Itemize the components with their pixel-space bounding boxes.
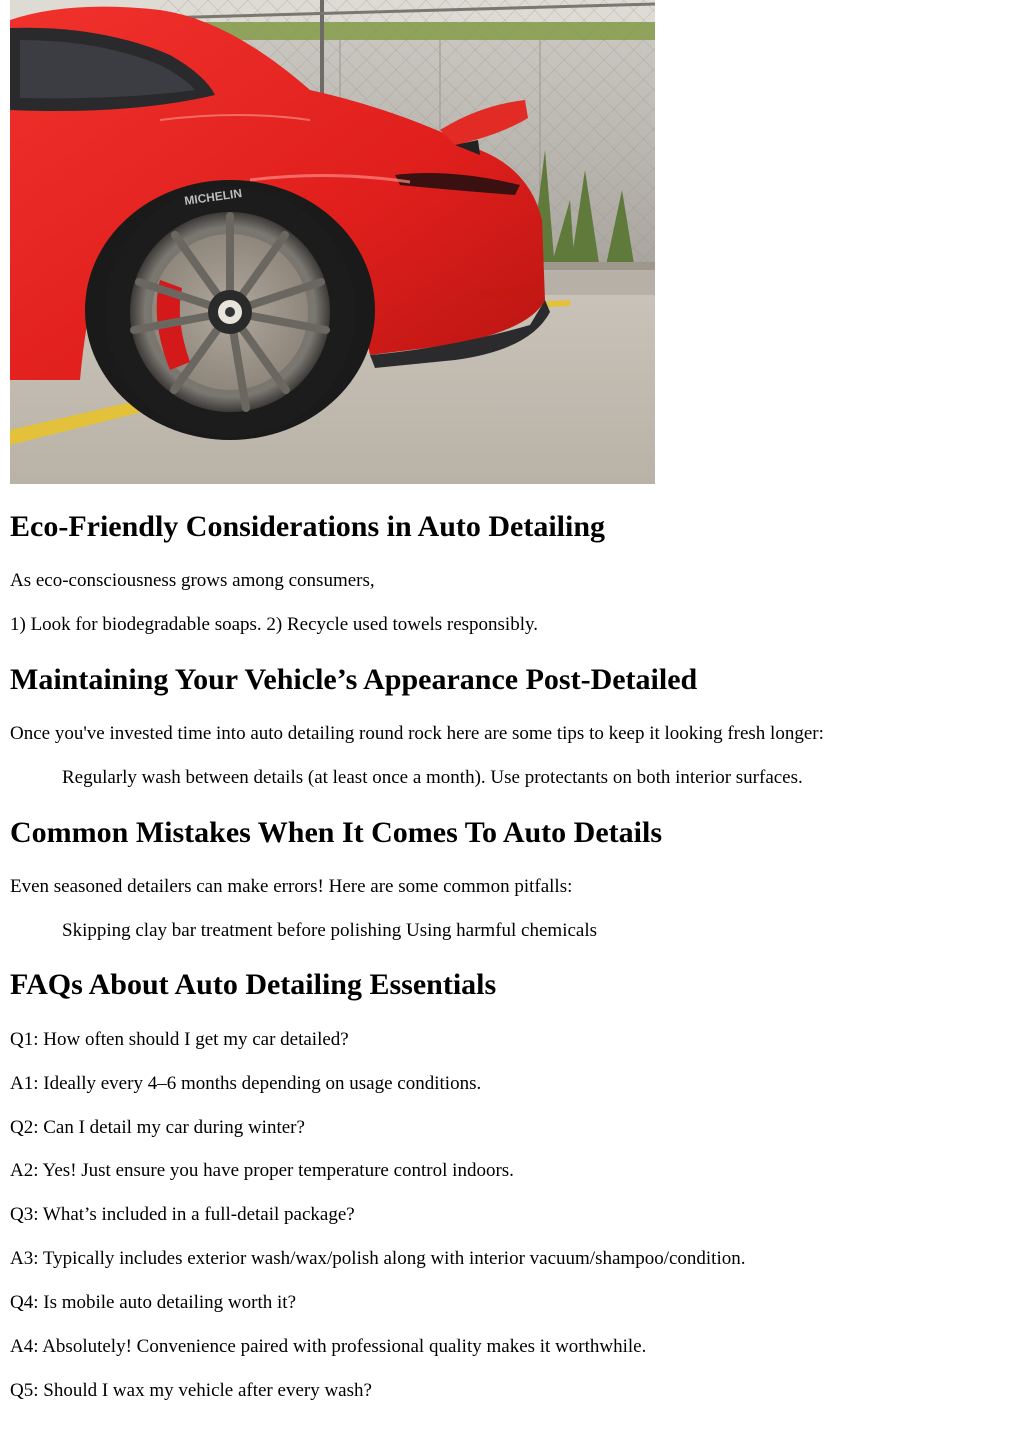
faq-question: Q1: How often should I get my car detailed? (10, 1029, 349, 1050)
section-heading-eco-friendly: Eco-Friendly Considerations in Auto Detailing (10, 510, 606, 543)
faq-question: Q5: Should I wax my vehicle after every wash? (10, 1380, 372, 1401)
faq-answer: A3: Typically includes exterior wash/wax/polish along with interior vacuum/shampoo/condition. (10, 1248, 746, 1269)
faq-question: Q3: What’s included in a full-detail package? (10, 1204, 355, 1225)
section-heading-common-mistakes: Common Mistakes When It Comes To Auto Details (10, 816, 662, 849)
faq-answer: A2: Yes! Just ensure you have proper temperature control indoors. (10, 1160, 514, 1181)
section-paragraph: Even seasoned detailers can make errors! Here are some common pitfalls: (10, 876, 573, 897)
faq-answer: A1: Ideally every 4–6 months depending on usage conditions. (10, 1073, 482, 1094)
section-heading-maintaining: Maintaining Your Vehicle’s Appearance Post-Detailed (10, 663, 698, 696)
faq-question: Q4: Is mobile auto detailing worth it? (10, 1292, 297, 1313)
faq-answer: A4: Absolutely! Convenience paired with professional quality makes it worthwhile. (10, 1336, 647, 1357)
svg-text:MICHELIN: MICHELIN (183, 186, 243, 208)
faq-question: Q2: Can I detail my car during winter? (10, 1117, 305, 1138)
pitfalls-list: Skipping clay bar treatment before polishing Using harmful chemicals (62, 920, 598, 941)
section-paragraph: As eco-consciousness grows among consumers, (10, 570, 375, 591)
section-heading-faqs: FAQs About Auto Detailing Essentials (10, 968, 497, 1001)
hero-car-image (10, 0, 655, 484)
section-paragraph: Once you've invested time into auto detailing round rock here are some tips to keep it looking fresh longer: (10, 723, 824, 744)
section-paragraph: 1) Look for biodegradable soaps. 2) Recycle used towels responsibly. (10, 614, 538, 635)
tips-list: Regularly wash between details (at least once a month). Use protectants on both interior surfaces. (62, 767, 803, 788)
